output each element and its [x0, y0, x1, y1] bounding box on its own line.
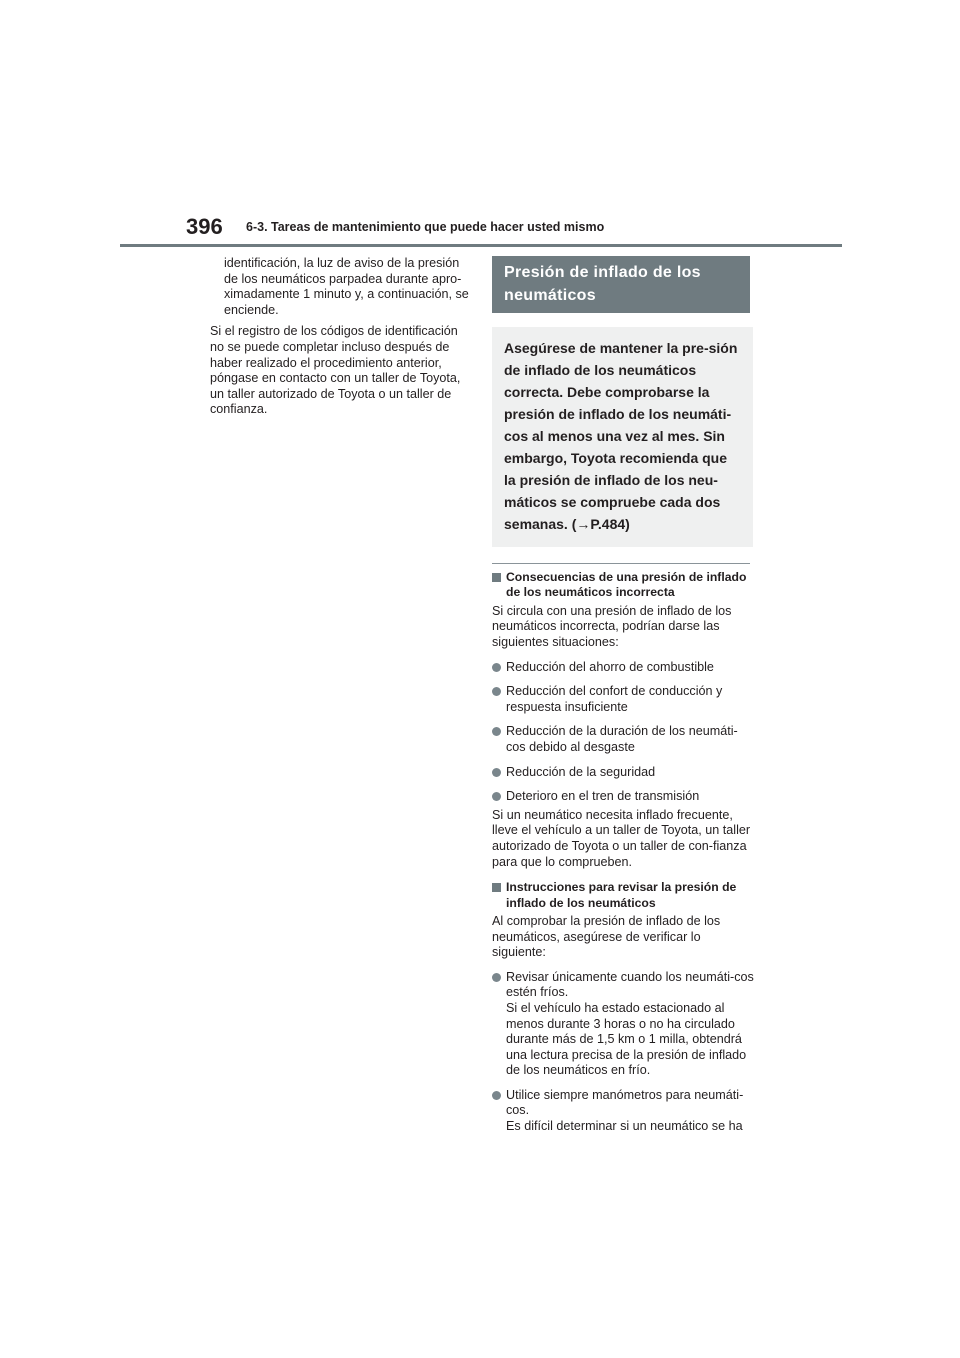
list-item	[492, 660, 754, 676]
left-column	[210, 256, 472, 424]
page-number: 396	[186, 214, 223, 239]
section-title: 6-3. Tareas de mantenimiento que puede hacer usted mismo	[246, 220, 605, 234]
subheading-instructions	[492, 880, 754, 911]
list-item-text: Reducción de la duración de los neumáti-cos debido al desgaste	[506, 724, 738, 754]
circle-bullet-icon	[492, 768, 501, 777]
list-item-text: Revisar únicamente cuando los neumáti-cos estén fríos. Si el vehículo ha estado estacionado al menos durante 3 horas o no ha circulado durante más de 1,5 km o 1 milla, obtendrá una lectura precisa de la presión de inflado de los neumáticos en frío.	[506, 969, 754, 1078]
list-item	[492, 1088, 754, 1135]
subheading-text: Instrucciones para revisar la presión de inflado de los neumáticos	[506, 880, 737, 910]
header-rule	[120, 244, 842, 247]
intro-text: Si circula con una presión de inflado de los neumáticos incorrecta, podrían darse las siguientes situaciones:	[492, 603, 732, 649]
circle-bullet-icon	[492, 973, 501, 982]
list-item	[492, 684, 754, 715]
right-column	[492, 256, 754, 1141]
circle-bullet-icon	[492, 1091, 501, 1100]
subheading-text: Consecuencias de una presión de inflado de los neumáticos incorrecta	[506, 570, 747, 600]
list-item-text: Deterioro en el tren de transmisión	[506, 789, 700, 804]
square-bullet-icon	[492, 573, 501, 582]
divider	[492, 563, 750, 564]
circle-bullet-icon	[492, 663, 501, 672]
list-item-text: Reducción del confort de conducción y respuesta insuficiente	[506, 684, 723, 714]
list-item-text: Utilice siempre manómetros para neumáti-cos. Es difícil determinar si un neumático se ha	[506, 1087, 744, 1134]
paragraph: Si el registro de los códigos de identificación no se puede completar incluso después de haber realizado el procedimiento anterior, póngase en contacto con un taller de Toyota, un taller autorizado de Toyota o un taller de confianza.	[210, 324, 461, 417]
list-item-text: Reducción de la seguridad	[506, 764, 656, 779]
square-bullet-icon	[492, 883, 501, 892]
list-item	[492, 724, 754, 755]
outro-text: Si un neumático necesita inflado frecuente, lleve el vehículo a un taller de Toyota, un taller autorizado de Toyota o un taller de con-fianza para que lo comprueben.	[492, 807, 751, 869]
subheading-consequences	[492, 570, 754, 601]
list-item	[492, 970, 754, 1079]
circle-bullet-icon	[492, 727, 501, 736]
circle-bullet-icon	[492, 687, 501, 696]
callout-box: Asegúrese de mantener la pre-sión de inflado de los neumáticos correcta. Debe comprobarse la presión de inflado de los neumáti-cos al menos una vez al mes. Sin embargo, Toyota recomienda que la presión de inflado de los neu-máticos se compruebe cada dos semanas. (→P.484)	[492, 327, 753, 547]
box-title: Presión de inflado de los neumáticos	[492, 256, 750, 313]
continued-item-text: identificación, la luz de aviso de la presión de los neumáticos parpadea durante apro-ximadamente 1 minuto y, a continuación, se enciende.	[224, 256, 469, 317]
list-item	[492, 789, 754, 805]
intro-text: Al comprobar la presión de inflado de los neumáticos, asegúrese de verificar lo siguiente:	[492, 913, 721, 960]
circle-bullet-icon	[492, 792, 501, 801]
list-item	[492, 765, 754, 781]
list-item-text: Reducción del ahorro de combustible	[506, 659, 714, 674]
